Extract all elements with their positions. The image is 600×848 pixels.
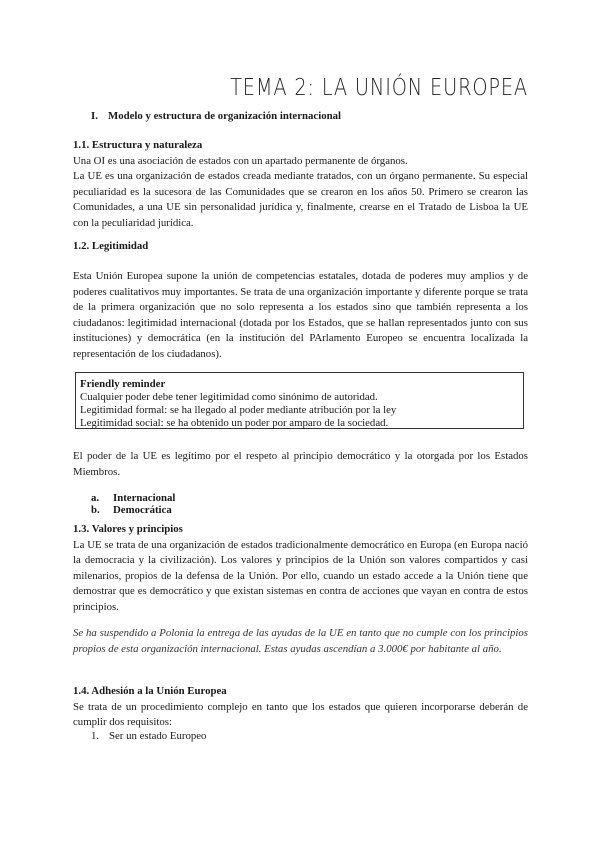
section-1-3	[73, 522, 528, 616]
legitimacy-paragraph	[73, 449, 528, 480]
section-i-number: I.	[91, 110, 98, 122]
list-item-label: a.	[91, 492, 100, 504]
list-item-text: Internacional	[113, 492, 176, 504]
page-title: TEMA 2: LA UNIÓN EUROPEA	[230, 75, 528, 101]
friendly-reminder-box	[75, 372, 524, 429]
section-1-1-paragraph-2: La UE es una organización de estados creada mediante tratados, con un órgano permanente. Su especial peculiaridad es la sucesora de las Comunidades que se crearon en los años 50. Primero se crearon las Comunidades, a una UE sin personalidad jurídica y, finalmente, crearse en el Tratado de Lisboa la UE con la peculiaridad jurídica.	[73, 170, 528, 229]
reminder-line-3: Legitimidad social: se ha obtenido un poder por amparo de la sociedad.	[80, 417, 389, 429]
section-1-3-heading: 1.3. Valores y principios	[73, 523, 183, 535]
section-1-2	[73, 269, 528, 363]
section-1-3-paragraph-1: La UE se trata de una organización de estados tradicionalmente democrático en Europa (en Europa nació la democracia y la civilización). Los valores y principios de la Unión son valores compartidos y casi milenarios, propios de la defensa de la Unión. Por ello, cuando un estado accede a la Unión tiene que demostrar que es democrático y que existan sistemas en contra de acciones que vayan en contra de estos principios.	[73, 538, 528, 613]
section-1-3-note	[73, 626, 528, 657]
list-item-text: Ser un estado Europeo	[109, 730, 207, 742]
section-1-4-paragraph-1: Se trata de un procedimiento complejo en tanto que los estados que quieren incorporarse deberán de cumplir dos requisitos:	[73, 700, 528, 729]
section-1-2-paragraph-1: Esta Unión Europea supone la unión de competencias estatales, dotada de poderes muy amplios y de poderes cualitativos muy importantes. Se trata de una organización importante y diferente porque se trata de la primera organización que no solo representa a los estados sino que también representa a los ciudadanos: legitimidad internacional (dotada por los Estados, que se hallan representados junto con sus instituciones) y democrática (en la institución del PArlamento Europeo se encuentra localizada la representación de los ciudadanos).	[73, 270, 528, 360]
section-1-2-heading-wrap	[73, 239, 528, 255]
reminder-title: Friendly reminder	[80, 378, 166, 390]
list-item	[91, 492, 175, 504]
section-1-4-heading: 1.4. Adhesión a la Unión Europea	[73, 685, 227, 697]
reminder-line-1: Cualquier poder debe tener legitimidad como sinónimo de autoridad.	[80, 391, 378, 403]
legitimacy-paragraph-text: El poder de la UE es legítimo por el respeto al principio democrático y la otorgada por los Estados Miembros.	[73, 450, 528, 478]
section-1-1-paragraph-1: Una OI es una asociación de estados con un apartado permanente de órganos.	[73, 154, 408, 167]
list-item-label: b.	[91, 504, 100, 516]
reminder-line-2: Legitimidad formal: se ha llegado al poder mediante atribución por la ley	[80, 404, 397, 416]
section-i-title: Modelo y estructura de organización internacional	[108, 110, 342, 122]
section-1-4	[73, 684, 528, 731]
list-item	[91, 504, 175, 516]
legitimacy-list	[91, 492, 175, 516]
section-1-3-note-text: Se ha suspendido a Polonia la entrega de las ayudas de la UE en tanto que no cumple con los principios propios de esta organización internacional. Estas ayudas ascendían a 3.000€ por habitante al año.	[73, 627, 528, 655]
list-item	[91, 730, 206, 742]
section-i-heading	[91, 110, 341, 122]
list-item-text: Democrática	[113, 504, 172, 516]
section-1-2-heading: 1.2. Legitimidad	[73, 240, 149, 252]
section-1-1	[73, 138, 528, 232]
list-item-label: 1.	[91, 730, 100, 742]
requirements-list	[91, 730, 206, 742]
section-1-1-heading: 1.1. Estructura y naturaleza	[73, 139, 203, 151]
